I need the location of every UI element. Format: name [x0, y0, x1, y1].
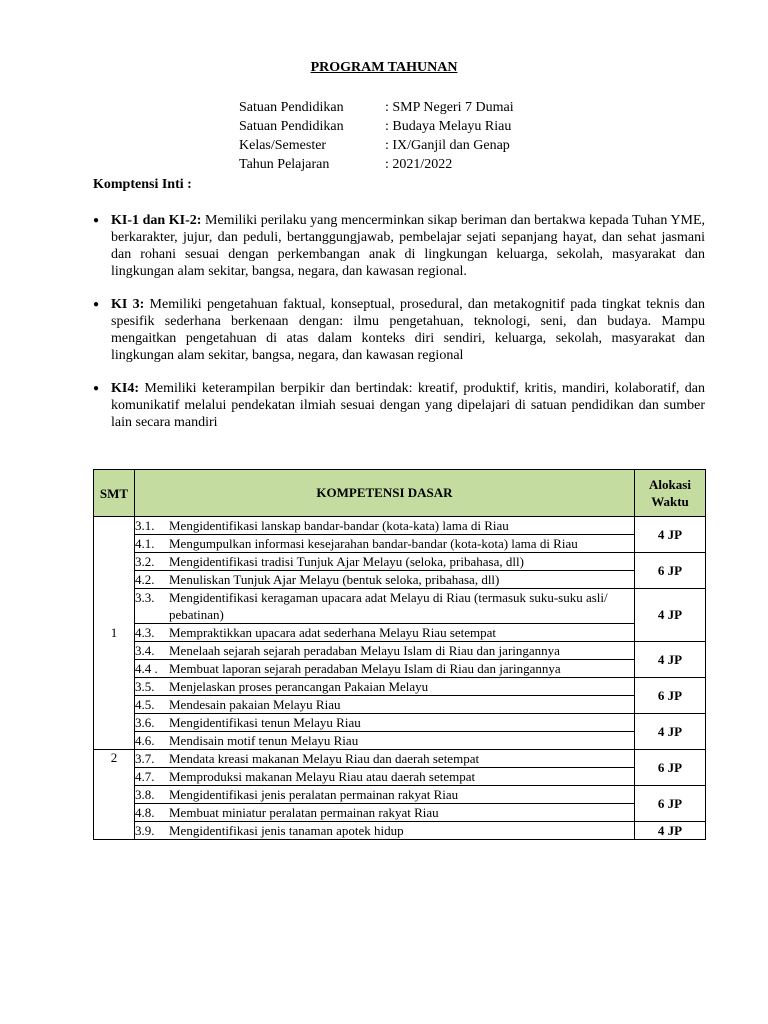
ki-description: Memiliki keterampilan berpikir dan bertindak: kreatif, produktif, kritis, mandiri, kolaboratif, dan komunikatif melalui pendekatan ilmiah sesuai dengan yang dipelajari di satuan pendidikan dan sumber lain secara mandiri: [111, 381, 705, 430]
info-row: [239, 155, 514, 174]
ki-list: [93, 212, 705, 447]
header-kompetensi-dasar: KOMPETENSI DASAR: [135, 470, 635, 517]
table-row: [94, 714, 706, 732]
ki-heading: Komptensi Inti :: [93, 177, 192, 192]
kd-entry: [135, 642, 634, 659]
alokasi-waktu-cell: 4 JP: [635, 822, 706, 840]
alokasi-waktu-cell: 4 JP: [635, 642, 706, 678]
kd-entry: [135, 553, 634, 570]
kd-cell: [135, 553, 635, 571]
identity-block: [239, 98, 514, 174]
kd-entry: [135, 535, 634, 552]
kd-cell: [135, 589, 635, 624]
kd-text: Mendisain motif tenun Melayu Riau: [169, 733, 359, 748]
kd-number: 3.4.: [135, 643, 155, 658]
kd-cell: [135, 535, 635, 553]
kd-number: 4.2.: [135, 572, 155, 587]
kd-cell: [135, 786, 635, 804]
table-row: [94, 589, 706, 624]
kd-cell: [135, 696, 635, 714]
kd-text: Menuliskan Tunjuk Ajar Melayu (bentuk seloka, pribahasa, dll): [169, 572, 500, 587]
table-row: [94, 678, 706, 696]
table-row: [94, 732, 706, 750]
kd-number: 4.6.: [135, 733, 155, 748]
info-label: Satuan Pendidikan: [239, 119, 344, 134]
table-row: [94, 660, 706, 678]
ki-label: KI 3:: [111, 297, 145, 312]
kd-text: Membuat miniatur peralatan permainan rakyat Riau: [169, 805, 439, 820]
table-row: [94, 804, 706, 822]
alokasi-waktu-cell: 6 JP: [635, 678, 706, 714]
kd-cell: [135, 571, 635, 589]
kd-number: 3.9.: [135, 823, 155, 838]
ki-label: KI4:: [111, 381, 139, 396]
info-value: : SMP Negeri 7 Dumai: [385, 100, 514, 115]
document-title: PROGRAM TAHUNAN: [310, 60, 458, 75]
table-row: [94, 553, 706, 571]
kd-number: 3.8.: [135, 787, 155, 802]
kd-text: Mengidentifikasi tenun Melayu Riau: [169, 715, 361, 730]
kd-text: Menjelaskan proses perancangan Pakaian Melayu: [169, 679, 429, 694]
table-row: [94, 517, 706, 535]
info-row: [239, 136, 514, 155]
kd-number: 4.5.: [135, 697, 155, 712]
alokasi-waktu-cell: 4 JP: [635, 589, 706, 642]
kd-cell: [135, 822, 635, 840]
alokasi-waktu-cell: 6 JP: [635, 553, 706, 589]
kd-text: Mengidentifikasi lanskap bandar-bandar (kota-kata) lama di Riau: [169, 518, 509, 533]
info-value: : Budaya Melayu Riau: [385, 119, 512, 134]
alokasi-waktu-cell: 6 JP: [635, 750, 706, 786]
kd-number: 4.7.: [135, 769, 155, 784]
table-row: [94, 786, 706, 804]
kd-text: Mengumpulkan informasi kesejarahan bandar-bandar (kota-kota) lama di Riau: [169, 536, 578, 551]
kd-entry: [135, 732, 634, 749]
kd-text: Mengidentifikasi keragaman upacara adat Melayu di Riau (termasuk suku-suku asli/ pebatinan): [169, 590, 608, 622]
kd-number: 3.7.: [135, 751, 155, 766]
kd-number: 4.8.: [135, 805, 155, 820]
kd-entry: [135, 750, 634, 767]
table-row: [94, 768, 706, 786]
kd-number: 4.3.: [135, 625, 155, 640]
kd-entry: [135, 696, 634, 713]
kd-text: Mengidentifikasi tradisi Tunjuk Ajar Melayu (seloka, pribahasa, dll): [169, 554, 524, 569]
kd-text: Membuat laporan sejarah peradaban Melayu Islam di Riau dan jaringannya: [169, 661, 561, 676]
ki-text: [111, 296, 705, 364]
kd-cell: [135, 660, 635, 678]
kd-entry: [135, 804, 634, 821]
bullet-icon: ●: [93, 383, 100, 394]
alokasi-waktu-cell: 6 JP: [635, 786, 706, 822]
kd-cell: [135, 714, 635, 732]
table-header-row: [94, 470, 706, 517]
table-row: [94, 822, 706, 840]
table-row: [94, 535, 706, 553]
kd-entry: [135, 768, 634, 785]
kd-number: 3.6.: [135, 715, 155, 730]
ki-item: [93, 212, 705, 280]
ki-item: [93, 380, 705, 431]
ki-label: KI-1 dan KI-2:: [111, 213, 202, 228]
kd-text: Menelaah sejarah sejarah peradaban Melayu Islam di Riau dan jaringannya: [169, 643, 560, 658]
kd-number: 4.4 .: [135, 661, 158, 676]
kd-entry: [135, 624, 634, 641]
table-row: [94, 571, 706, 589]
ki-text: [111, 212, 705, 280]
kd-entry: [135, 589, 634, 623]
table-row: [94, 750, 706, 768]
kd-text: Memproduksi makanan Melayu Riau atau daerah setempat: [169, 769, 476, 784]
kd-entry: [135, 822, 634, 839]
kd-number: 3.5.: [135, 679, 155, 694]
kd-text: Mempraktikkan upacara adat sederhana Melayu Riau setempat: [169, 625, 497, 640]
kd-entry: [135, 714, 634, 731]
info-label: Tahun Pelajaran: [239, 157, 330, 172]
kd-cell: [135, 750, 635, 768]
kd-text: Mengidentifikasi jenis peralatan permainan rakyat Riau: [169, 787, 459, 802]
ki-description: Memiliki pengetahuan faktual, konseptual, prosedural, dan metakognitif pada tingkat teknis dan spesifik sederhana berkenaan dengan: ilmu pengetahuan, teknologi, seni, dan budaya. Mampu mengaitkan pengetahuan di atas dalam konteks diri sendiri, keluarga, sekolah, masyarakat dan lingkungan alam sekitar, bangsa, negara, dan kawasan regional: [111, 297, 706, 363]
kd-number: 3.3.: [135, 590, 155, 605]
kd-number: 3.1.: [135, 518, 155, 533]
kd-entry: [135, 786, 634, 803]
kd-text: Mendesain pakaian Melayu Riau: [169, 697, 341, 712]
alokasi-waktu-cell: 4 JP: [635, 714, 706, 750]
semester-cell: 2: [94, 750, 135, 840]
kd-cell: [135, 517, 635, 535]
bullet-icon: ●: [93, 299, 100, 310]
info-label: Kelas/Semester: [239, 138, 327, 153]
ki-text: [111, 380, 705, 431]
info-label: Satuan Pendidikan: [239, 100, 344, 115]
table-body: [94, 517, 706, 840]
kd-entry: [135, 678, 634, 695]
kd-entry: [135, 517, 634, 534]
info-row: [239, 98, 514, 117]
table-row: [94, 624, 706, 642]
kd-cell: [135, 804, 635, 822]
info-value: : 2021/2022: [385, 157, 453, 172]
kd-text: Mendata kreasi makanan Melayu Riau dan daerah setempat: [169, 751, 480, 766]
semester-cell: 1: [94, 517, 135, 750]
kd-cell: [135, 678, 635, 696]
kd-cell: [135, 624, 635, 642]
bullet-icon: ●: [93, 215, 100, 226]
ki-item: [93, 296, 705, 364]
kd-entry: [135, 571, 634, 588]
info-row: [239, 117, 514, 136]
kd-cell: [135, 642, 635, 660]
kd-text: Mengidentifikasi jenis tanaman apotek hidup: [169, 823, 404, 838]
alokasi-waktu-cell: 4 JP: [635, 517, 706, 553]
header-alokasi-waktu: Alokasi Waktu: [635, 470, 706, 517]
kd-cell: [135, 768, 635, 786]
ki-description: Memiliki perilaku yang mencerminkan sikap beriman dan bertakwa kepada Tuhan YME, berkarakter, jujur, dan peduli, bertanggungjawab, pembelajar sejati sepanjang hayat, dan sehat jasmani dan rohani sesuai dengan perkembangan anak di lingkungan keluarga, sekolah, masyarakat dan lingkungan alam sekitar, bangsa, negara, dan kawasan regional.: [111, 213, 705, 279]
table-row: [94, 696, 706, 714]
kompetensi-dasar-table: [93, 469, 706, 840]
table-row: [94, 642, 706, 660]
kd-cell: [135, 732, 635, 750]
info-value: : IX/Ganjil dan Genap: [385, 138, 510, 153]
kd-number: 4.1.: [135, 536, 155, 551]
kd-entry: [135, 660, 634, 677]
header-smt: SMT: [94, 470, 135, 517]
kd-number: 3.2.: [135, 554, 155, 569]
